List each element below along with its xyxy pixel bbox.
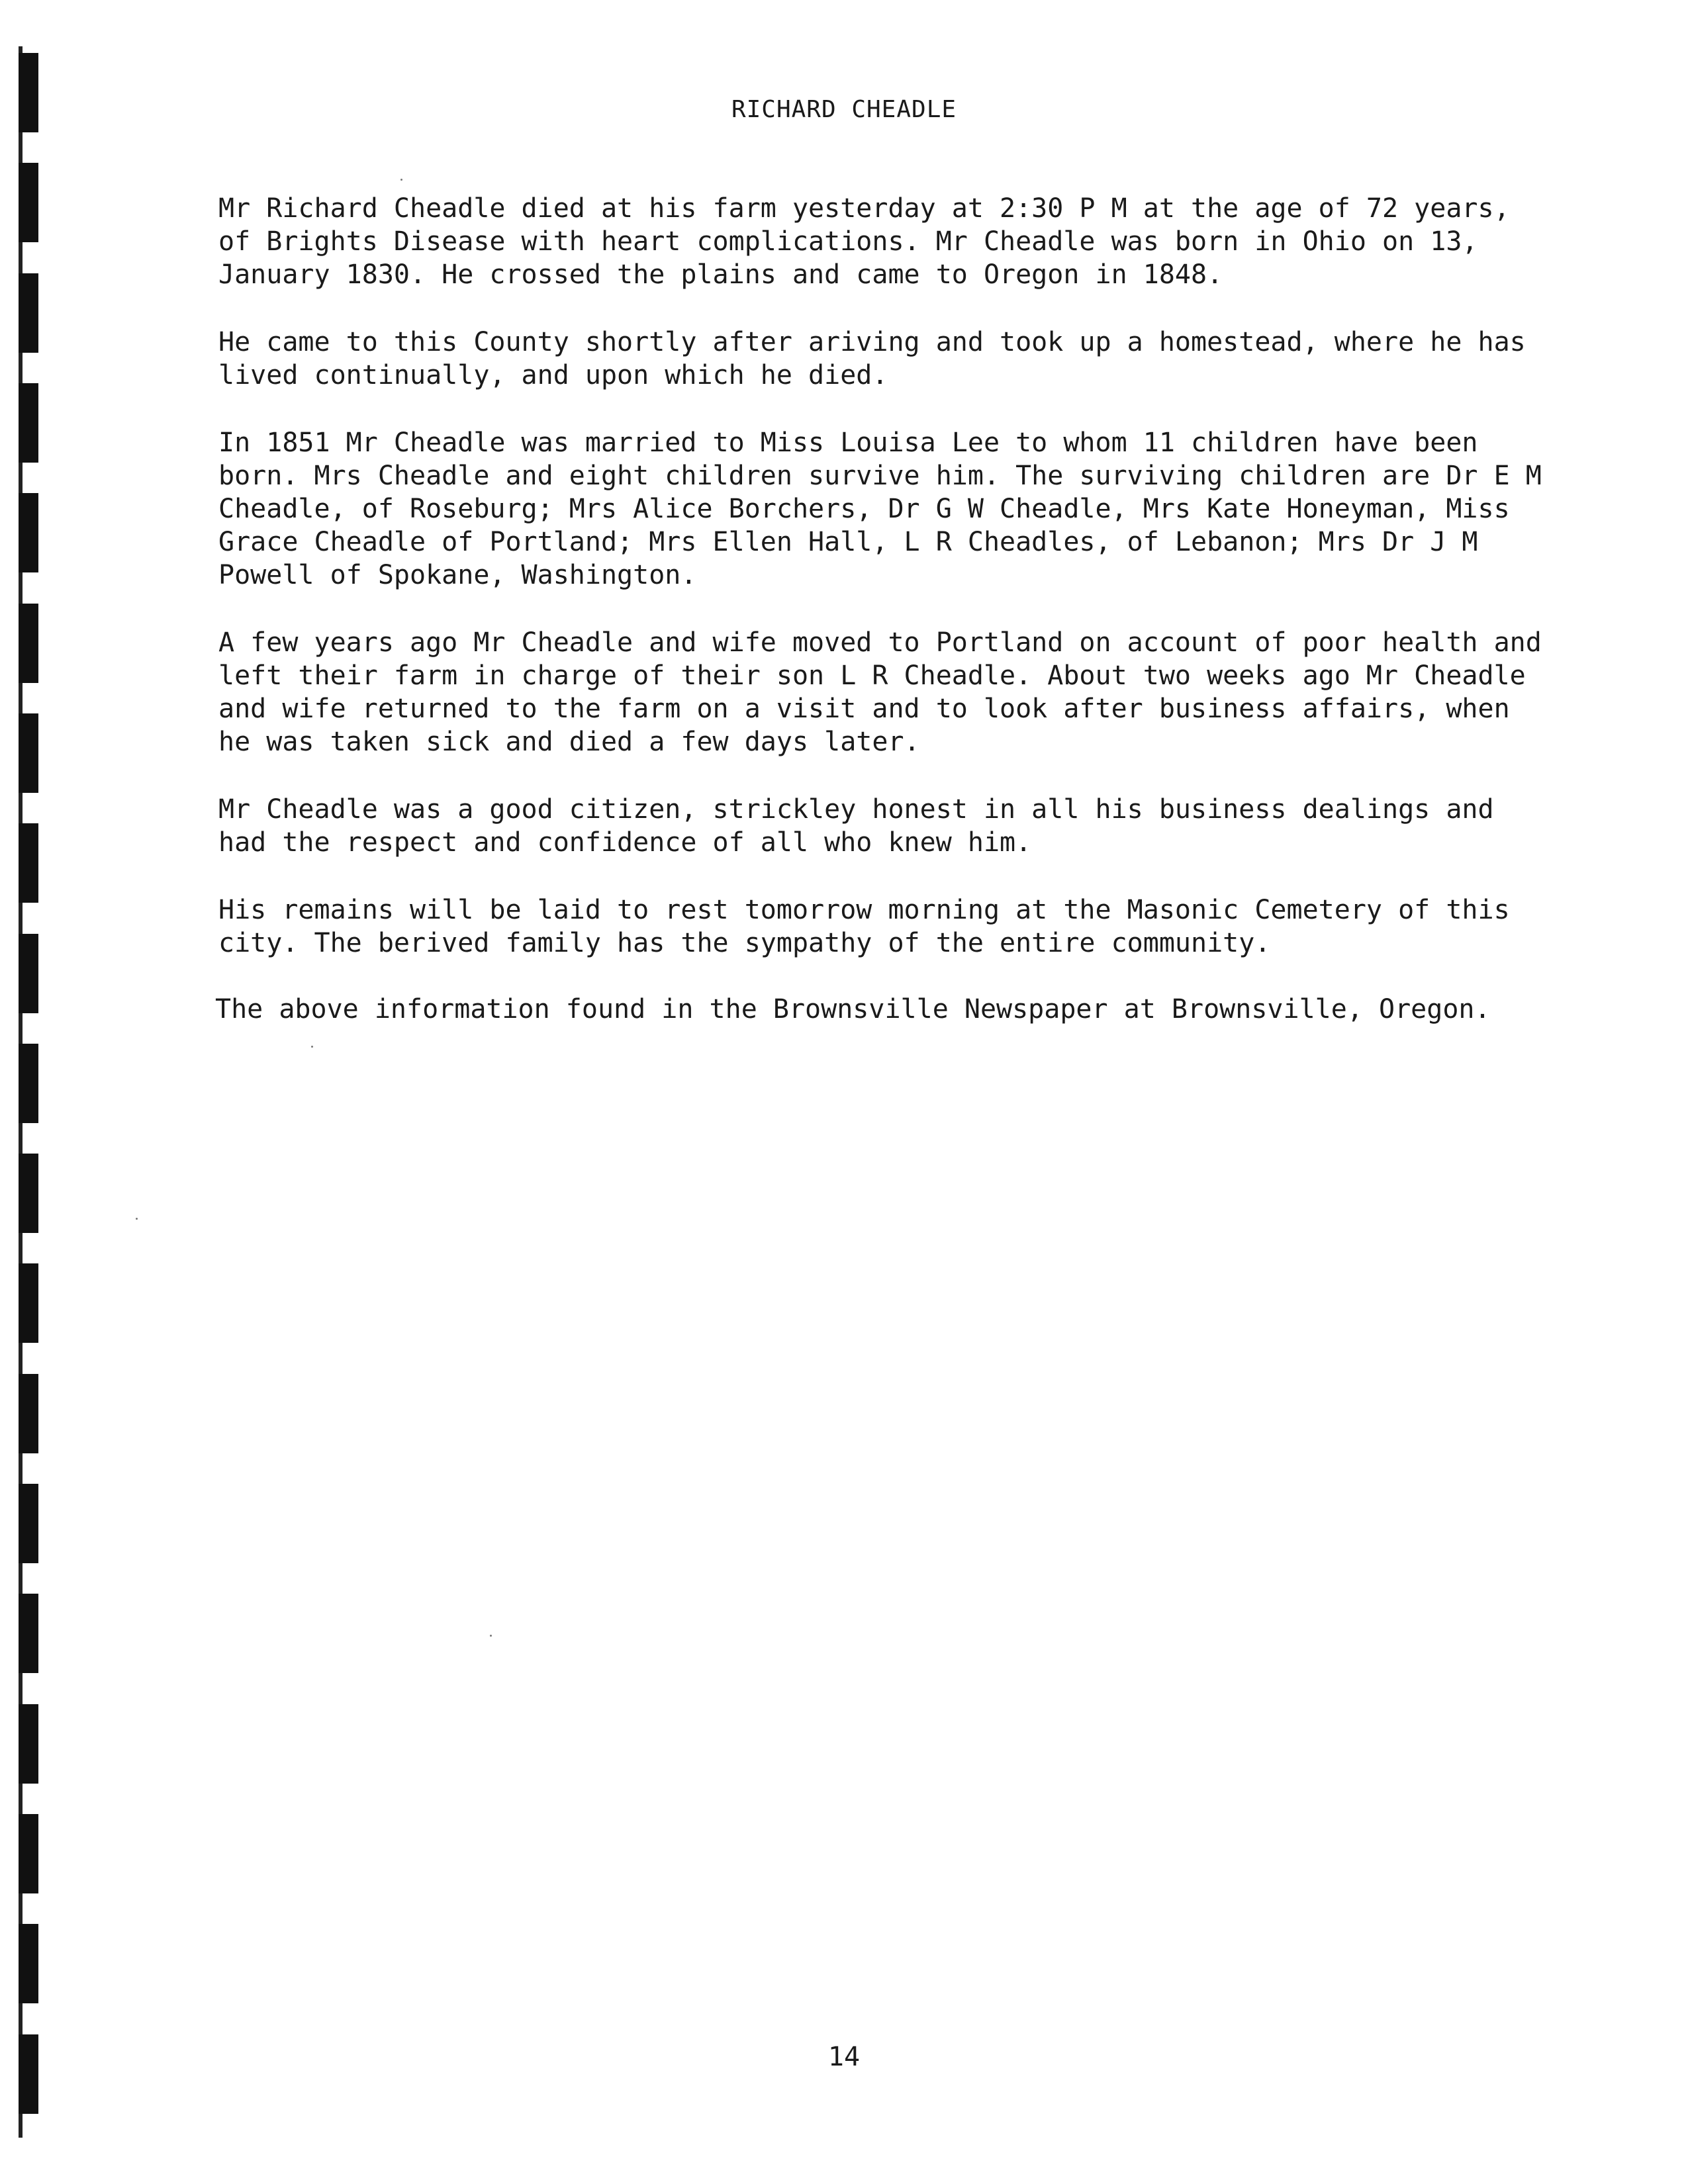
paragraph-move: A few years ago Mr Cheadle and wife moved to Portland on account of poor health and left their farm in charge of their son L R Cheadle. About two weeks ago Mr Cheadle and wife returned to the farm on a visit and to look after business affairs, when he was taken sick and died a few days later. bbox=[218, 627, 1542, 757]
paragraph-character: Mr Cheadle was a good citizen, strickley honest in all his business dealings and had the respect and confidence of all who knew him. bbox=[218, 794, 1494, 858]
binding-tab bbox=[19, 1594, 38, 1673]
source-note: The above information found in the Brownsville Newspaper at Brownsville, Oregon. bbox=[215, 994, 1491, 1024]
page-number: 14 bbox=[827, 2042, 861, 2072]
scan-speck bbox=[490, 1635, 492, 1637]
paragraph-death: Mr Richard Cheadle died at his farm yesterday at 2:30 P M at the age of 72 years, of Brights Disease with heart complications. Mr Cheadle was born in Ohio on 13, January 1830. He crossed the plains and came to Oregon in 1848. bbox=[218, 193, 1510, 290]
binding-tab bbox=[19, 163, 38, 242]
binding-tab bbox=[19, 823, 38, 903]
binding-tab bbox=[19, 1484, 38, 1563]
binding-strip bbox=[19, 46, 41, 2138]
binding-tab bbox=[19, 713, 38, 793]
binding-tab bbox=[19, 1814, 38, 1893]
binding-tab bbox=[19, 1263, 38, 1343]
scan-speck bbox=[311, 1046, 313, 1048]
paragraph-family: In 1851 Mr Cheadle was married to Miss Louisa Lee to whom 11 children have been born. Mrs Cheadle and eight children survive him. The surviving children are Dr E M Cheadle, of Roseburg; Mrs Alice Borchers, Dr G W Cheadle, Mrs Kate Honeyman, Miss Grace Cheadle of Portland; Mrs Ellen Hall, L R Cheadles, of Lebanon; Mrs Dr J M Powell of Spokane, Washington. bbox=[218, 428, 1542, 590]
binding-tab bbox=[19, 1044, 38, 1123]
article-body bbox=[218, 192, 1549, 994]
paragraph-homestead: He came to this County shortly after ariving and took up a homestead, where he has lived continually, and upon which he died. bbox=[218, 327, 1526, 390]
binding-tab bbox=[19, 1154, 38, 1233]
scan-speck bbox=[400, 179, 402, 181]
binding-tab bbox=[19, 604, 38, 683]
binding-tab bbox=[19, 934, 38, 1013]
binding-tab bbox=[19, 383, 38, 463]
binding-tab bbox=[19, 273, 38, 353]
document-title: RICHARD CHEADLE bbox=[731, 96, 957, 123]
binding-tab bbox=[19, 1374, 38, 1453]
binding-tab bbox=[19, 493, 38, 572]
paragraph-burial: His remains will be laid to rest tomorrow morning at the Masonic Cemetery of this city. The berived family has the sympathy of the entire community. bbox=[218, 895, 1510, 958]
binding-tab bbox=[19, 1924, 38, 2003]
binding-tab bbox=[19, 1704, 38, 1784]
scan-speck bbox=[136, 1218, 138, 1220]
